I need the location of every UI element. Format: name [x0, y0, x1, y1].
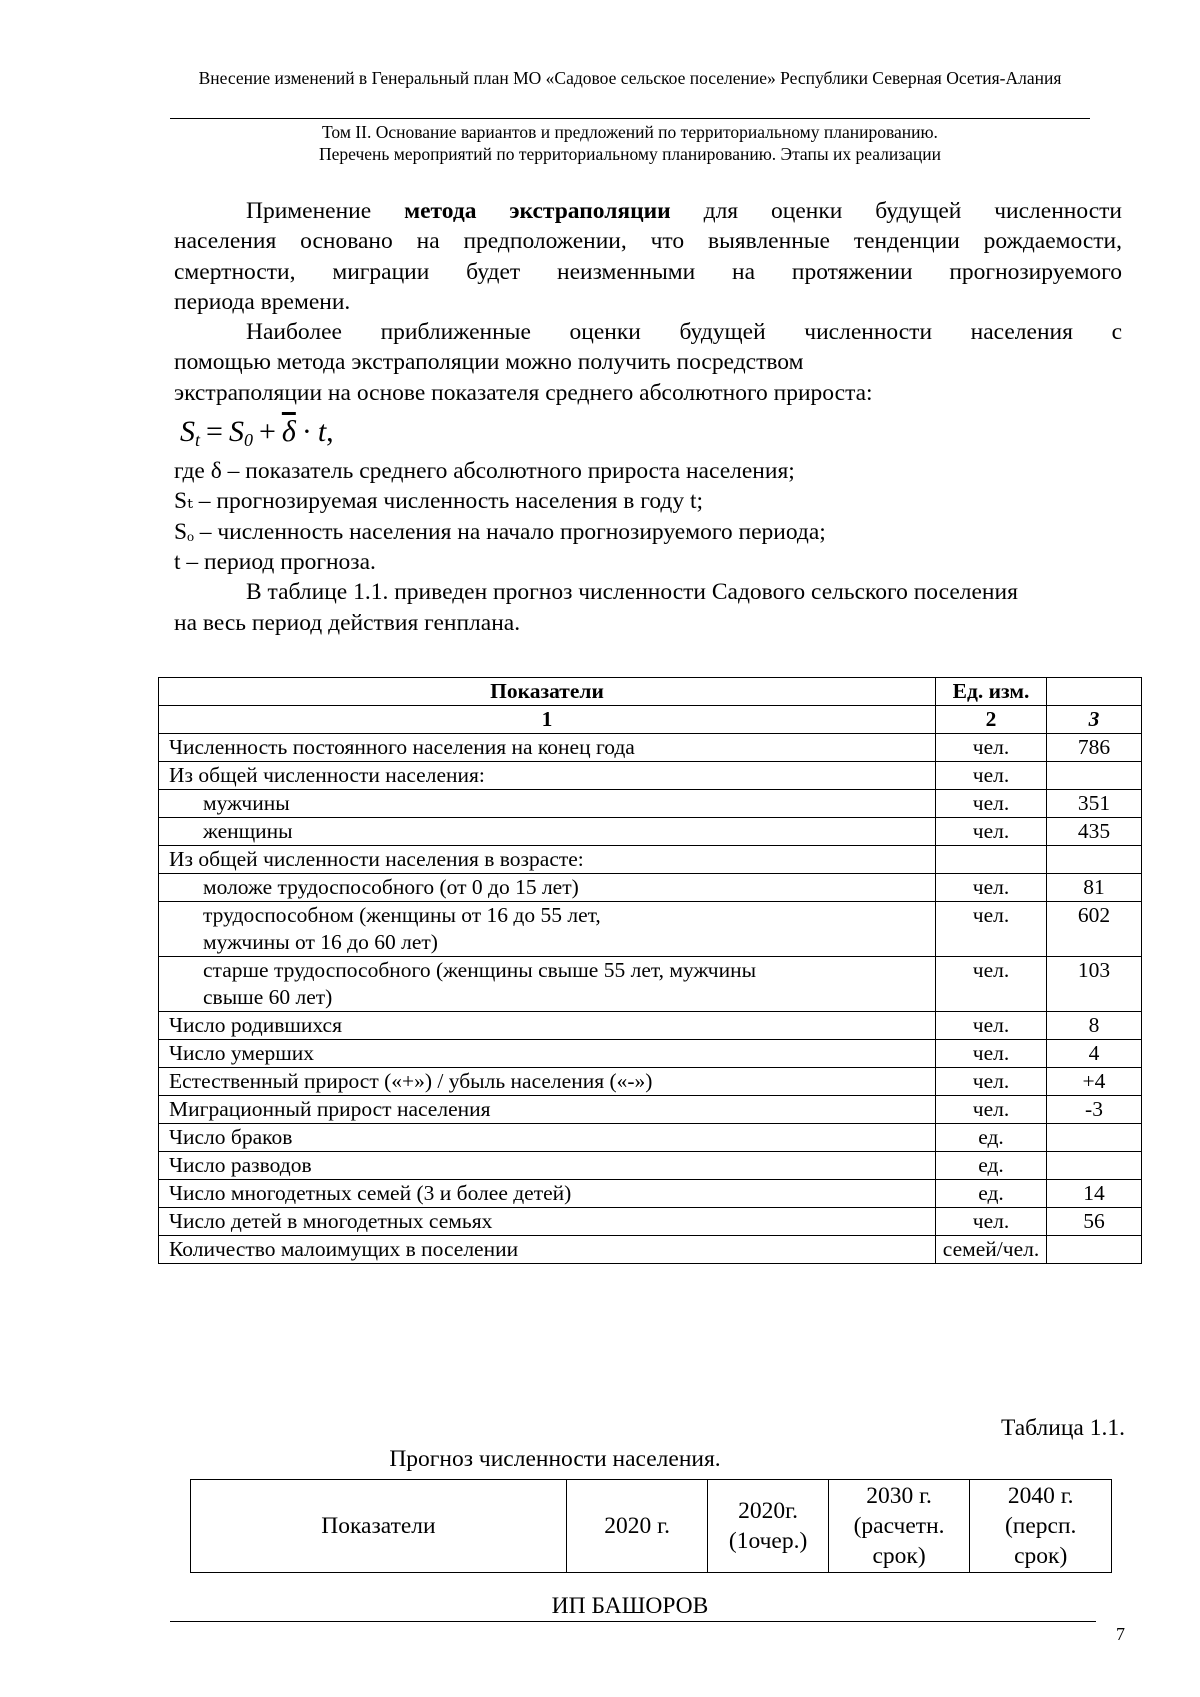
table-row: Число многодетных семей (3 и более детей) ед. 14 [159, 1180, 1142, 1208]
table-title: Прогноз численности населения. [389, 1446, 721, 1472]
table-row: Число браков ед. [159, 1124, 1142, 1152]
table-row: мужчины чел. 351 [159, 790, 1142, 818]
paragraph-1-line-3: смертности, миграции будет неизменными на протяжении прогнозируемого [174, 258, 1122, 285]
table-row: Число умерших чел. 4 [159, 1040, 1142, 1068]
table-caption: Таблица 1.1. [1000, 1415, 1125, 1441]
table-row: Число родившихся чел. 8 [159, 1012, 1142, 1040]
paragraph-1-line-4: периода времени. [174, 288, 351, 315]
paragraph-1-line-2: населения основано на предположении, что выявленные тенденции рождаемости, [174, 228, 1122, 255]
table-row: женщины чел. 435 [159, 818, 1142, 846]
definition-t: t – период прогноза. [174, 548, 376, 575]
paragraph-1-line-1: Применение метода экстраполяции для оценки будущей численности [246, 198, 1122, 224]
forecast-header-2040: 2040 г. (персп. срок) [970, 1480, 1112, 1573]
footer-divider [170, 1621, 1096, 1622]
table-row: трудоспособном (женщины от 16 до 55 лет, мужчины от 16 до 60 лет) чел. 602 [159, 902, 1142, 957]
forecast-header-row [191, 1480, 1112, 1573]
bold-term: метода экстраполяции [404, 198, 671, 224]
col-num-1: 1 [159, 706, 936, 734]
header-unit: Ед. изм. [936, 678, 1047, 706]
table-row: Количество малоимущих в поселении семей/чел. [159, 1236, 1142, 1264]
paragraph-3-line-2: на весь период действия генплана. [174, 609, 521, 636]
forecast-header-2030: 2030 г. (расчетн. срок) [828, 1480, 970, 1573]
table-row: Естественный прирост («+») / убыль населения («-») чел. +4 [159, 1068, 1142, 1096]
table-row: Из общей численности населения в возрасте: [159, 846, 1142, 874]
table-row: Численность постоянного населения на конец года чел. 786 [159, 734, 1142, 762]
document-body [174, 196, 1122, 638]
header-measures-line: Перечень мероприятий по территориальному планированию. Этапы их реализации [319, 144, 941, 164]
forecast-header-2020-first: 2020г. (1очер.) [708, 1480, 828, 1573]
footer-company: ИП БАШОРОВ [551, 1593, 709, 1619]
header-volume-line: Том II. Основание вариантов и предложений по территориальному планированию. [322, 122, 938, 142]
table-row: Число детей в многодетных семьях чел. 56 [159, 1208, 1142, 1236]
header-value [1047, 678, 1142, 706]
paragraph-2-line-2: помощью метода экстраполяции можно получить посредством [174, 349, 804, 376]
definition-s0: Sₒ – численность населения на начало прогнозируемого периода; [174, 518, 826, 545]
col-num-3: 3 [1047, 706, 1142, 734]
table-header-row [159, 678, 1142, 706]
population-forecast-table [190, 1479, 1112, 1573]
extrapolation-formula: S t = S 0 + $\overline{\delta}$ · t , [180, 414, 334, 450]
table-row: Из общей численности населения: чел. [159, 762, 1142, 790]
document-header-title: Внесение изменений в Генеральный план МО «Садовое сельское поселение» Республики Северная Осетия-Алания [198, 68, 1062, 88]
forecast-header-indicators: Показатели [191, 1480, 567, 1573]
paragraph-3-line-1: В таблице 1.1. приведен прогноз численности Садового сельского поселения [246, 579, 1018, 606]
header-indicators: Показатели [159, 678, 936, 706]
paragraph-2-line-1: Наиболее приближенные оценки будущей численности населения с [246, 319, 1122, 346]
definition-st: Sₜ – прогнозируемая численность населения в году t; [174, 488, 704, 515]
table-row: старше трудоспособного (женщины свыше 55 лет, мужчины свыше 60 лет) чел. 103 [159, 957, 1142, 1012]
paragraph-2-line-3: экстраполяции на основе показателя среднего абсолютного прироста: [174, 379, 873, 406]
population-indicators-table [158, 677, 1142, 1264]
definition-delta: где δ – показатель среднего абсолютного прироста населения; [174, 458, 795, 485]
document-header-subtitle [220, 121, 1040, 165]
col-num-2: 2 [936, 706, 1047, 734]
table-number-row [159, 706, 1142, 734]
table-row: моложе трудоспособного (от 0 до 15 лет) чел. 81 [159, 874, 1142, 902]
page-number: 7 [1116, 1624, 1125, 1644]
forecast-header-2020: 2020 г. [566, 1480, 708, 1573]
header-divider [170, 118, 1090, 119]
table-row: Миграционный прирост населения чел. -3 [159, 1096, 1142, 1124]
table-row: Число разводов ед. [159, 1152, 1142, 1180]
